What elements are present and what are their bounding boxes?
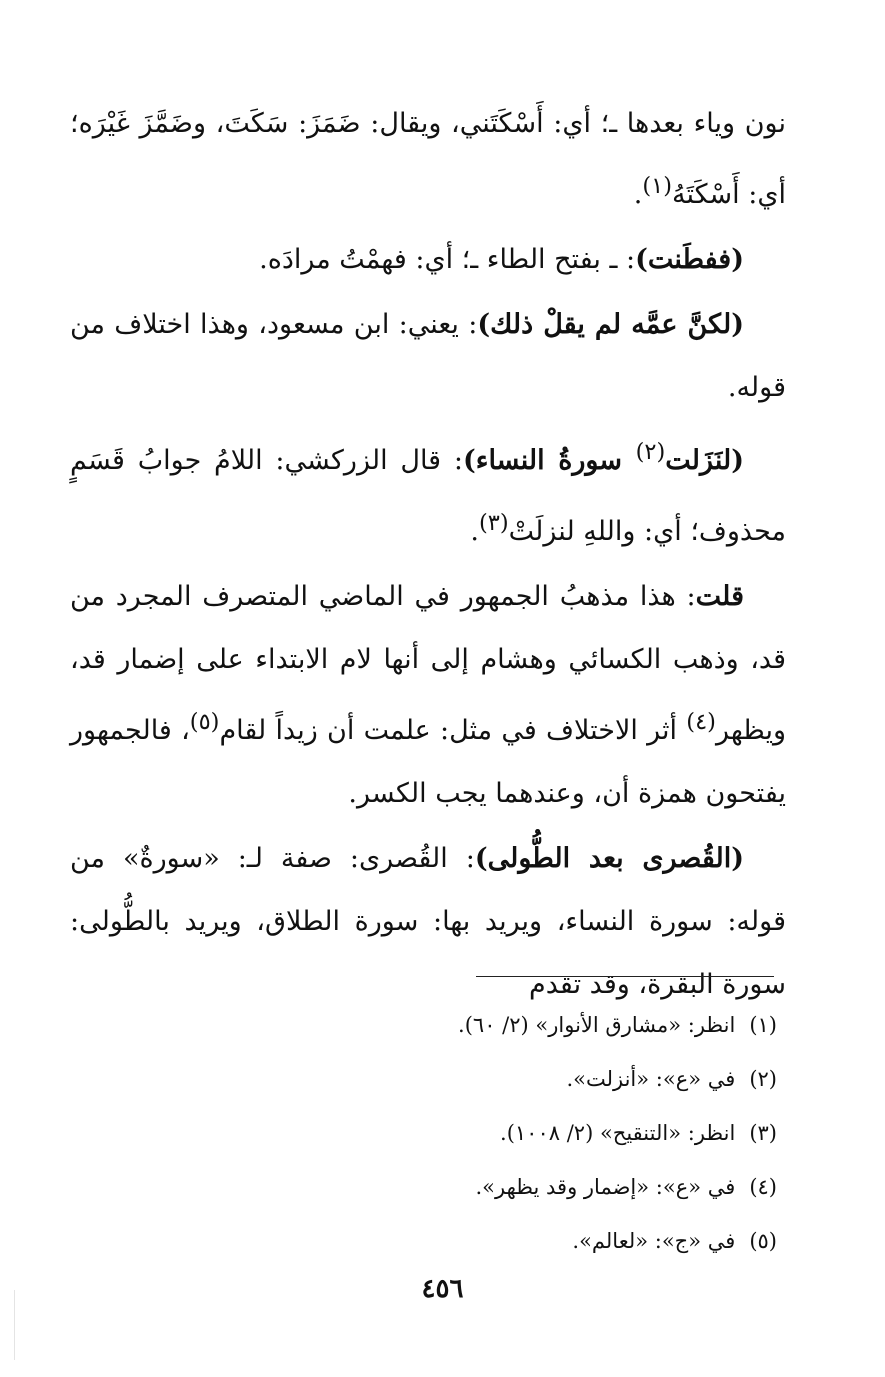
footnote-ref-4: (٤) (686, 709, 716, 735)
footnote-ref-5: (٥) (189, 709, 220, 735)
paragraph-1-end: . (633, 179, 643, 210)
footnote-number: (٤) (749, 1175, 777, 1199)
footnote-number: (٣) (749, 1121, 777, 1145)
paragraph-6-text: : القُصرى: صفة لـ: «سورةٌ» من قوله: سورة النساء، ويريد بها: سورة الطلاق، ويريد بالطُّولى: سورة البقرة، وقد تقدم (70, 843, 786, 1000)
main-text (70, 92, 786, 1018)
footnote-text: في «ع»: «أنزلت». (566, 1067, 736, 1091)
paragraph-5-text-a: : هذا مذهبُ الجمهور في الماضي المتصرف المجرد من قد، وذهب الكسائي وهشام إلى أنها لام الابتداء على إضمار قد، ويظهر (70, 581, 786, 746)
footnote-number: (١) (749, 1013, 777, 1037)
paragraph-3 (70, 293, 786, 419)
paragraph-3-text: : يعني: ابن مسعود، وهذا اختلاف من قوله. (70, 309, 786, 403)
paragraph-4 (70, 421, 786, 563)
scan-edge-mark (14, 1290, 15, 1360)
lemma-qultu: قلت (695, 581, 744, 612)
paragraph-4-text: : قال الزركشي: اللامُ جوابُ قَسَمٍ محذوف؛ أي: واللهِ لنزلَتْ (70, 445, 786, 547)
lemma-lakinna-ammahu: (لكنَّ عمَّه لم يقلْ ذلك) (477, 309, 744, 340)
footnote-text: انظر: «مشارق الأنوار» (٢/ ٦٠). (458, 1013, 736, 1037)
footnote-4 (217, 1160, 777, 1214)
footnote-text: في «ع»: «إضمار وقد يظهر». (475, 1175, 736, 1199)
paragraph-5-text-b: أثر الاختلاف في مثل: علمت أن زيداً لقام (219, 715, 687, 746)
lemma-al-qusra: (القُصرى بعد الطُّولى) (474, 843, 744, 874)
footnote-1 (217, 998, 777, 1052)
paragraph-4-end: . (470, 516, 479, 547)
paragraph-5 (70, 565, 786, 825)
page-number: ٤٥٦ (421, 1274, 464, 1304)
paragraph-5-text-c: ، فالجمهور يفتحون همزة أن، وعندهما يجب الكسر. (70, 715, 786, 809)
paragraph-1-text: نون وياء بعدها ـ؛ أي: أَسْكَتَني، ويقال: ضَمَزَ: سَكَتَ، وضَمَّزَ غَيْرَه؛ أي: أَسْكَتَهُ (70, 108, 786, 210)
footnote-ref-3: (٣) (479, 510, 509, 536)
paragraph-2 (70, 228, 786, 291)
footnote-ref-1: (١) (642, 173, 673, 199)
footnote-separator (476, 976, 774, 977)
paragraph-1 (70, 92, 786, 226)
paragraph-2-text: : ـ بفتح الطاء ـ؛ أي: فهمْتُ مرادَه. (259, 244, 636, 275)
lemma-lanazalat: (لنَزَلت (665, 445, 745, 476)
footnote-3 (217, 1106, 777, 1160)
footnote-number: (٢) (749, 1067, 777, 1091)
lemma-surat-an-nisa: سورةُ النساء) (462, 445, 636, 476)
footnotes (217, 998, 777, 1268)
lemma-fafatant: (ففطَنت) (635, 244, 744, 275)
footnote-text: انظر: «التنقيح» (٢/ ١٠٠٨). (500, 1121, 736, 1145)
footnote-number: (٥) (749, 1229, 777, 1253)
footnote-5 (217, 1214, 777, 1268)
footnote-text: في «ج»: «لعالم». (572, 1229, 736, 1253)
footnote-ref-2: (٢) (635, 439, 666, 465)
paragraph-6 (70, 827, 786, 1016)
footnote-2 (217, 1052, 777, 1106)
